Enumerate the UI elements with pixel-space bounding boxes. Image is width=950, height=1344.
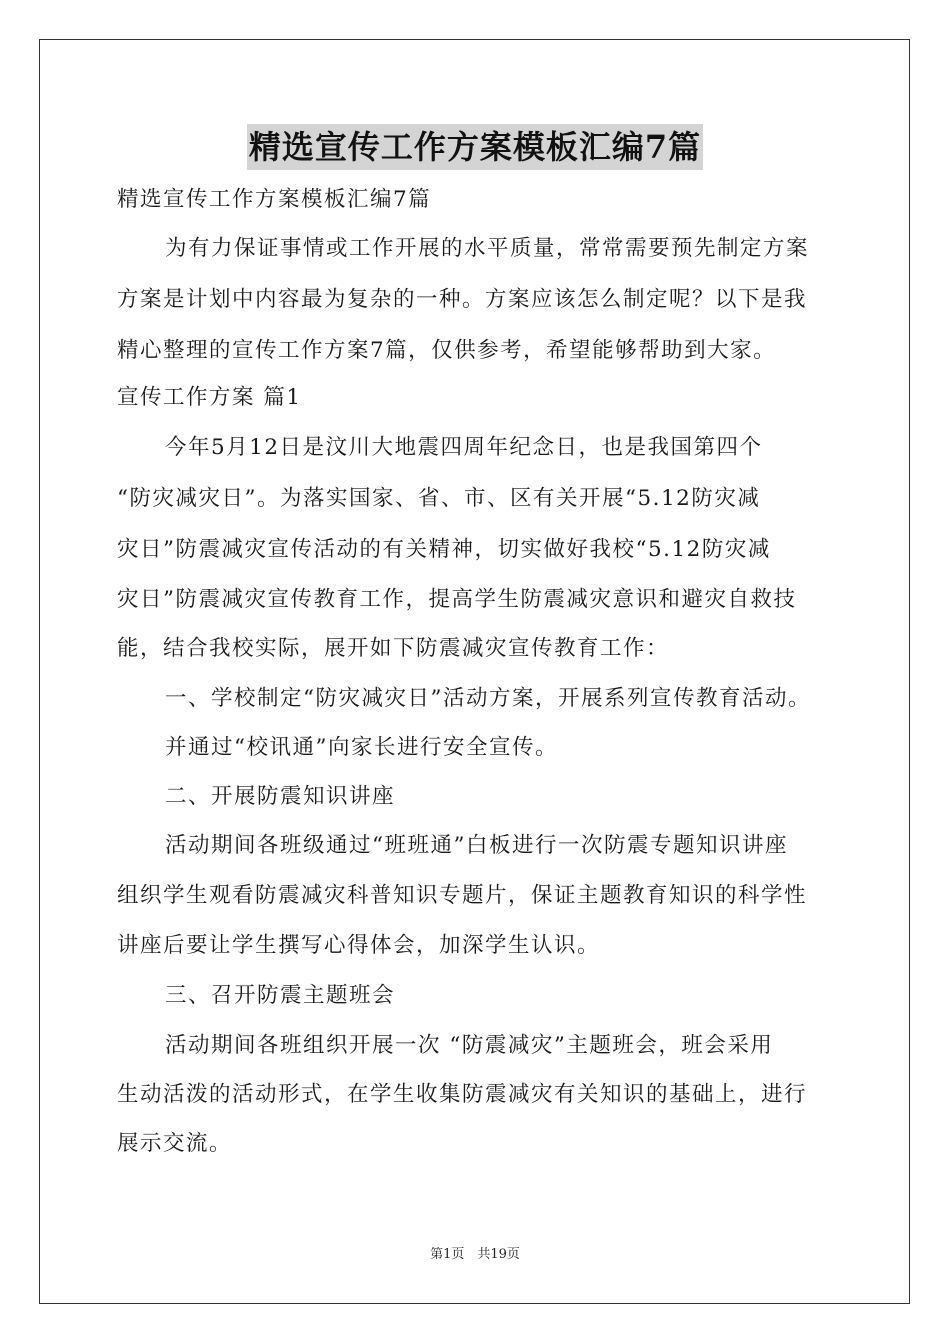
paragraph-line: 方案是计划中内容最为复杂的一种。方案应该怎么制定呢？以下是我 [117, 287, 808, 312]
paragraph-line: 活动期间各班组织开展一次 “防震减灾”主题班会，班会采用 [165, 1033, 774, 1058]
list-item: 一、学校制定“防灾减灾日”活动方案，开展系列宣传教育活动。 [165, 686, 811, 711]
paragraph-line: 今年5月12日是汶川大地震四周年纪念日，也是我国第四个 [165, 435, 763, 460]
paragraph-line: 讲座后要让学生撰写心得体会，加深学生认识。 [117, 933, 601, 958]
paragraph-line: 能，结合我校实际，展开如下防震减灾宣传教育工作： [117, 636, 670, 661]
title-container [0, 124, 950, 170]
paragraph-line: 为有力保证事情或工作开展的水平质量，常常需要预先制定方案 [165, 236, 810, 261]
paragraph-line: 灾日”防震减灾宣传教育工作，提高学生防震减灾意识和避灾自救技 [117, 587, 797, 612]
section-heading: 宣传工作方案 篇1 [117, 385, 302, 410]
paragraph-line: “防灾减灾日”。为落实国家、省、市、区有关开展“5.12防灾减 [117, 486, 761, 511]
paragraph-line: 组织学生观看防震减灾科普知识专题片，保证主题教育知识的科学性 [117, 883, 808, 908]
subsection-heading: 二、开展防震知识讲座 [165, 784, 396, 809]
paragraph-line: 精心整理的宣传工作方案7篇，仅供参考，希望能够帮助到大家。 [117, 338, 777, 363]
subsection-heading: 三、召开防震主题班会 [165, 983, 396, 1008]
document-title: 精选宣传工作方案模板汇编7篇 [247, 124, 703, 170]
page-border [39, 39, 910, 1304]
subtitle-line: 精选宣传工作方案模板汇编7篇 [117, 187, 432, 212]
paragraph-line: 展示交流。 [117, 1131, 233, 1156]
paragraph-line: 并通过“校讯通”向家长进行安全宣传。 [165, 735, 558, 760]
paragraph-line: 生动活泼的活动形式，在学生收集防震减灾有关知识的基础上，进行 [117, 1082, 808, 1107]
page-number-footer: 第1页 共19页 [430, 1247, 520, 1262]
paragraph-line: 灾日”防震减灾宣传活动的有关精神，切实做好我校“5.12防灾减 [117, 537, 771, 562]
paragraph-line: 活动期间各班级通过“班班通”白板进行一次防震专题知识讲座 [165, 833, 788, 858]
